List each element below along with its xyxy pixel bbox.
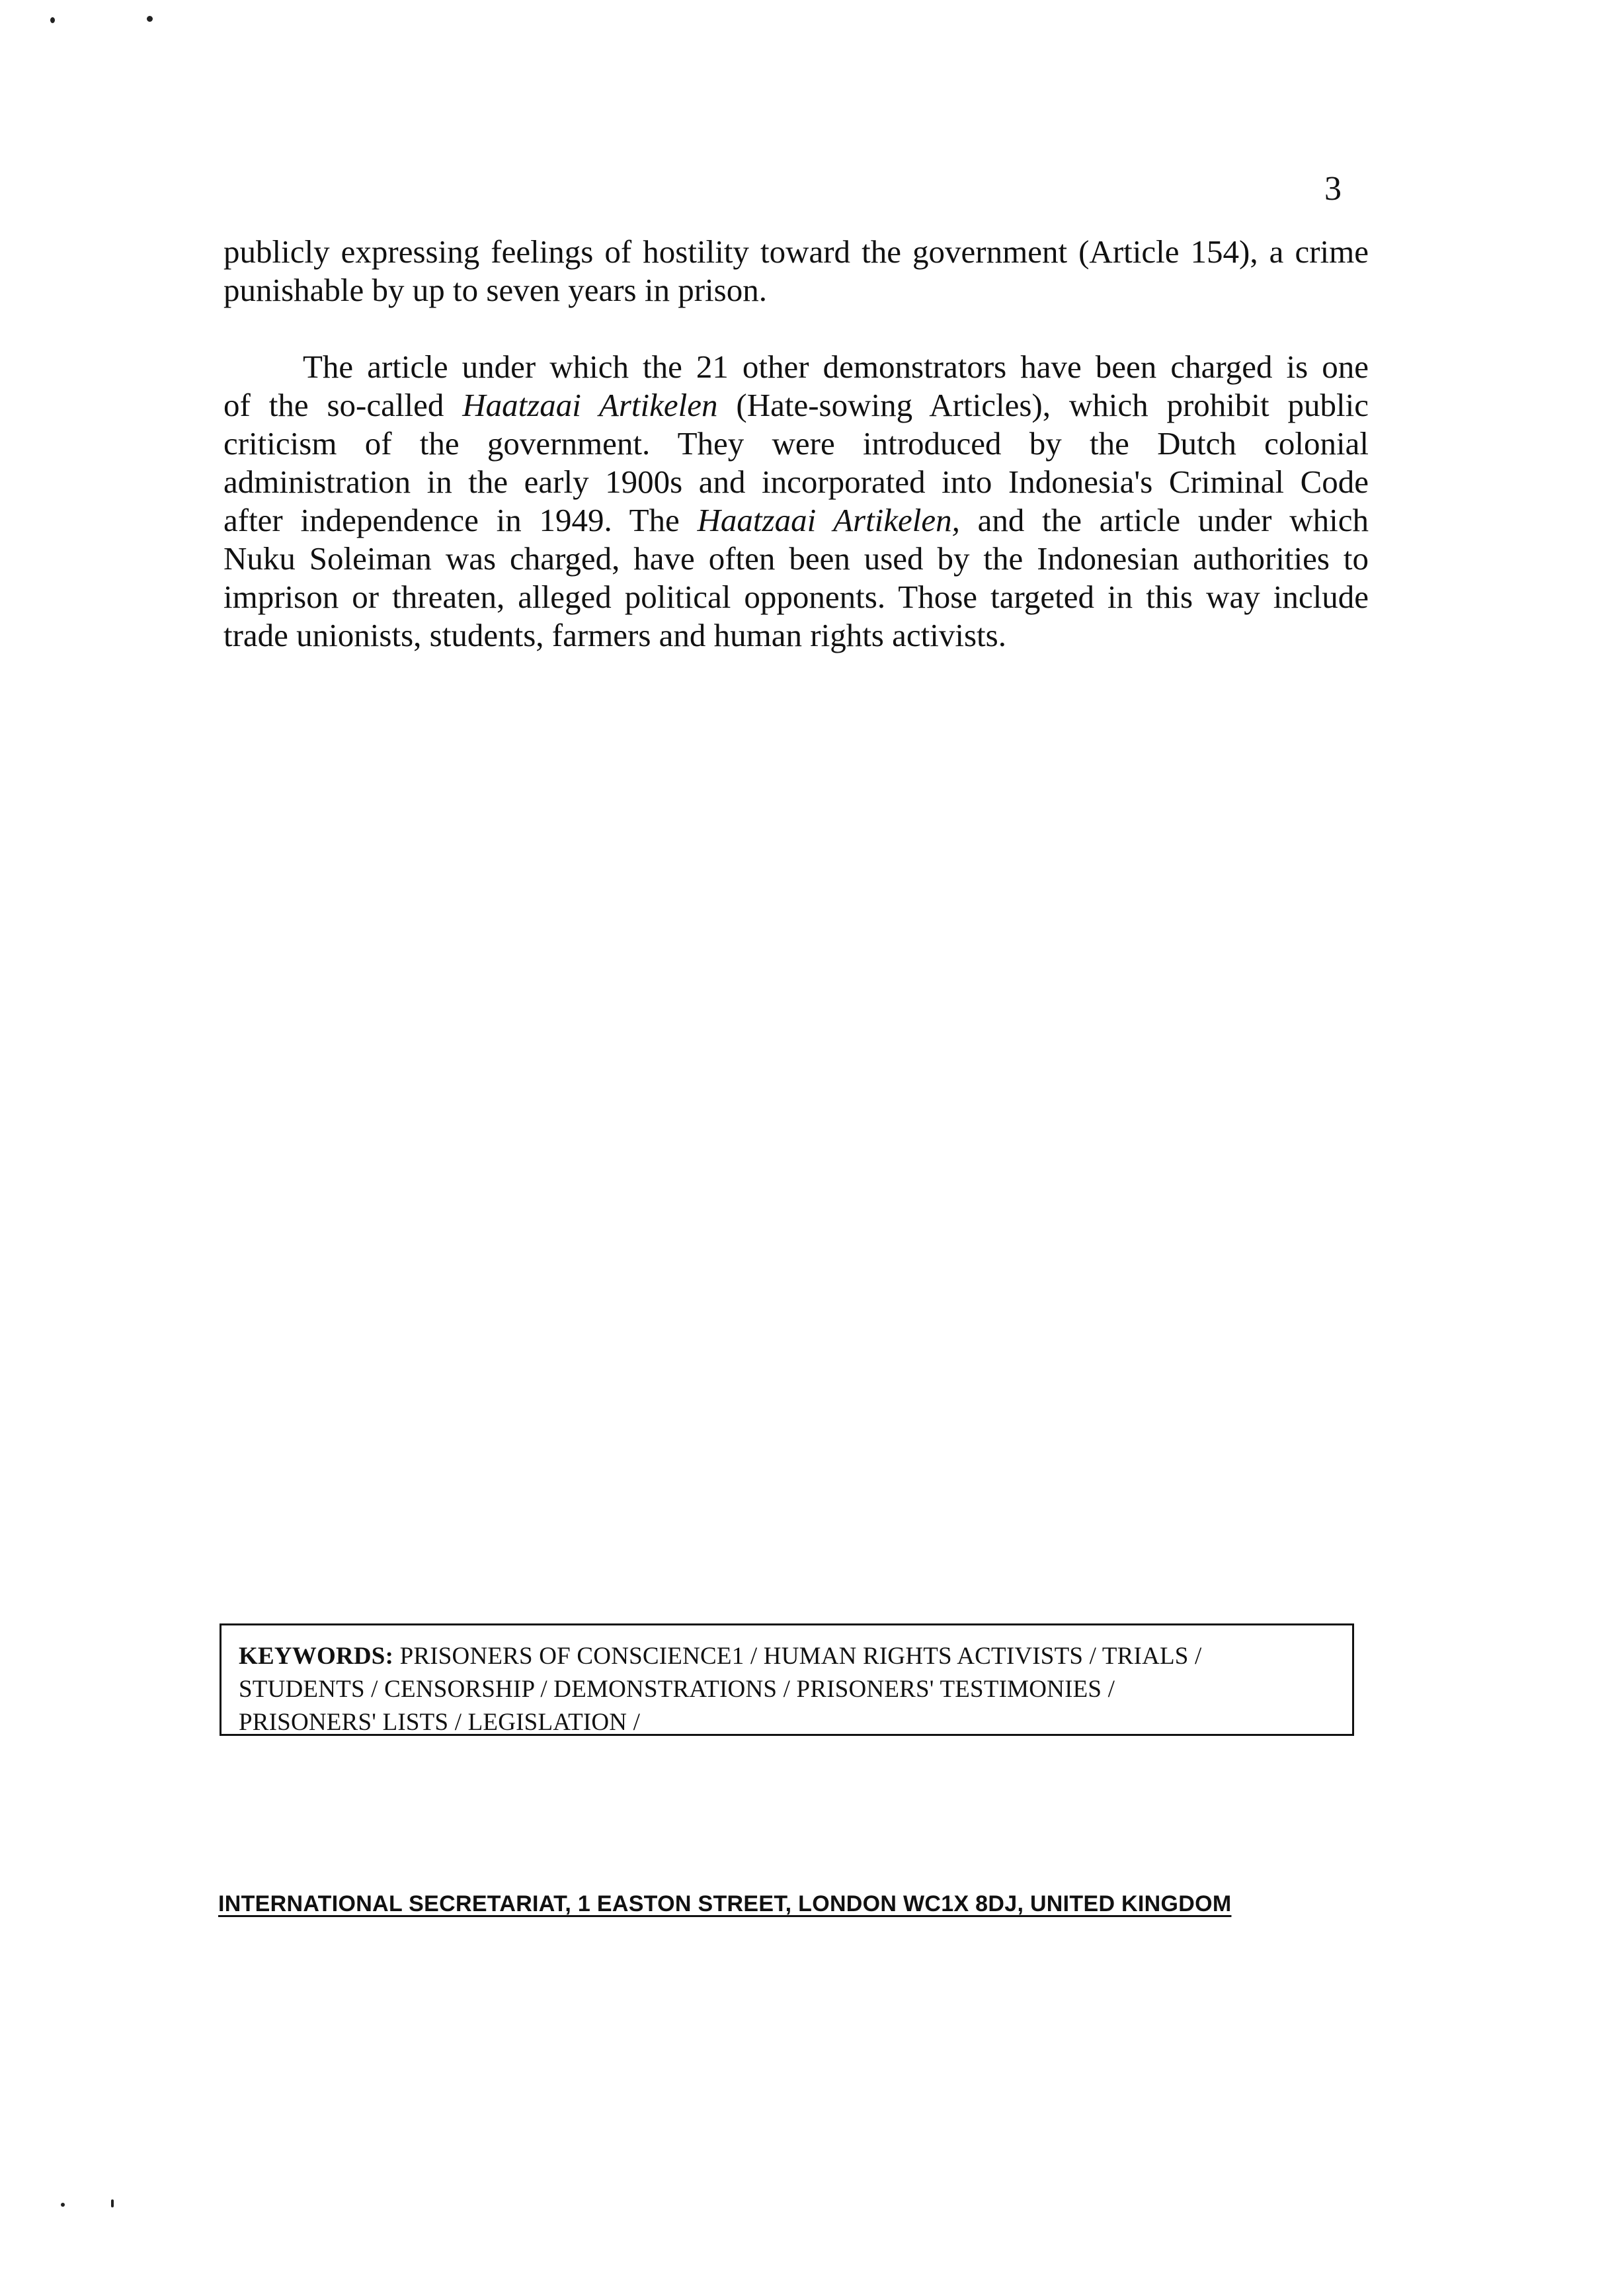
keywords-line: STUDENTS / CENSORSHIP / DEMONSTRATIONS / PRISONERS' TESTIMONIES / [239, 1676, 1115, 1703]
text-line: publicly expressing feelings of hostility toward the government (Article 154), a crime [223, 233, 1369, 270]
footer-address: INTERNATIONAL SECRETARIAT, 1 EASTON STREET, LONDON WC1X 8DJ, UNITED KINGDOM [218, 1891, 1232, 1916]
scan-speck [147, 16, 153, 22]
text-span: after independence in 1949. The [223, 502, 698, 538]
paragraph [223, 233, 1369, 309]
text-line [223, 501, 1369, 540]
keywords-text: PRISONERS OF CONSCIENCE1 / HUMAN RIGHTS ACTIVISTS / TRIALS / [399, 1643, 1202, 1670]
paragraph [223, 348, 1369, 655]
keywords-line: PRISONERS' LISTS / LEGISLATION / [239, 1709, 641, 1736]
text-line: Nuku Soleiman was charged, have often been used by the Indonesian authorities to [223, 540, 1369, 577]
text-span: and the article under which [959, 502, 1369, 538]
italic-term: Haatzaai Artikelen [462, 387, 718, 423]
text-span: of the so-called [223, 387, 463, 423]
keywords-box [220, 1623, 1354, 1736]
page-number: 3 [1324, 170, 1342, 208]
scan-speck [61, 2203, 65, 2207]
text-line: administration in the early 1900s and incorporated into Indonesia's Criminal Code [223, 464, 1369, 500]
text-line: The article under which the 21 other demonstrators have been charged is one [303, 348, 1369, 385]
text-span: (Hate-sowing Articles), which prohibit public [717, 387, 1369, 423]
text-line [223, 386, 1369, 425]
italic-term: Haatzaai Artikelen, [697, 502, 960, 538]
text-line: imprison or threaten, alleged political opponents. Those targeted in this way include [223, 579, 1369, 615]
keywords-label: KEYWORDS: [239, 1643, 394, 1670]
scan-speck [111, 2199, 114, 2207]
text-line: criticism of the government. They were introduced by the Dutch colonial [223, 425, 1369, 462]
keywords-line [239, 1640, 1335, 1673]
body-text [223, 233, 1369, 655]
text-line: trade unionists, students, farmers and human rights activists. [223, 617, 1006, 653]
scan-speck [50, 17, 55, 23]
text-line: punishable by up to seven years in prison. [223, 272, 767, 308]
